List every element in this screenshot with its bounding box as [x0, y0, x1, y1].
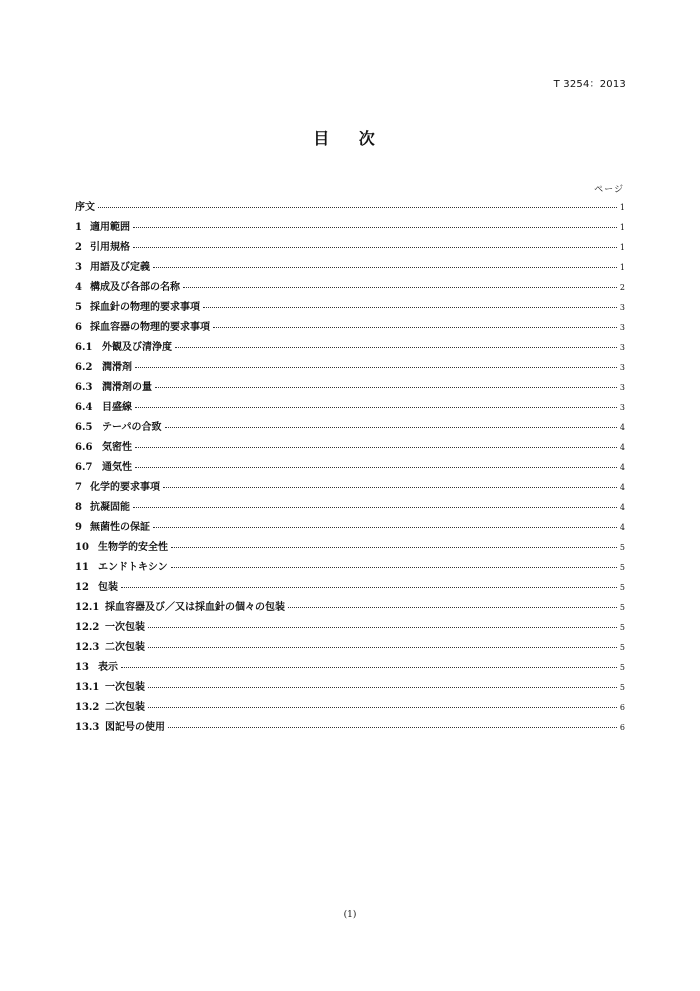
toc-entry-number: 12	[75, 582, 89, 593]
toc-entry[interactable]	[75, 358, 625, 378]
toc-entry-page: 3	[619, 363, 625, 372]
toc-entry-page: 2	[619, 283, 625, 292]
dot-leader	[121, 667, 617, 668]
toc-entry-page: 3	[619, 403, 625, 412]
toc-entry-label: 採血針の物理的要求事項	[90, 302, 200, 313]
dot-leader	[148, 647, 617, 648]
page-column-label: ページ	[594, 185, 624, 195]
toc-entry-page: 5	[619, 563, 625, 572]
toc-entry-number: 6	[75, 322, 82, 333]
toc-entry-label: 構成及び各部の名称	[90, 282, 180, 293]
toc-entry-label: 図記号の使用	[105, 722, 165, 733]
toc-entry-label: 引用規格	[90, 242, 130, 253]
toc-entry-number: 5	[75, 302, 82, 313]
toc-entry[interactable]	[75, 618, 625, 638]
toc-entry-number: 7	[75, 482, 82, 493]
dot-leader	[121, 587, 617, 588]
dot-leader	[148, 707, 617, 708]
toc-entry-label: 抗凝固能	[90, 502, 130, 513]
toc-entry-page: 5	[619, 583, 625, 592]
toc-entry-page: 5	[619, 683, 625, 692]
dot-leader	[153, 527, 617, 528]
toc-entry-label: 一次包装	[105, 622, 145, 633]
toc-entry-number: 6.4	[75, 402, 93, 413]
toc-entry-page: 5	[619, 603, 625, 612]
toc-entry-label: 潤滑剤	[102, 362, 132, 373]
page-title: 目 次	[313, 129, 387, 148]
toc-entry[interactable]	[75, 678, 625, 698]
toc-entry[interactable]	[75, 338, 625, 358]
dot-leader	[153, 267, 617, 268]
toc-entry-number: 6.3	[75, 382, 93, 393]
toc-entry-page: 4	[619, 463, 625, 472]
toc-entry-label: テーパの合致	[102, 422, 162, 433]
toc-entry[interactable]	[75, 638, 625, 658]
toc-entry[interactable]	[75, 658, 625, 678]
toc-entry-number: 12.3	[75, 642, 100, 653]
toc-entry-label: 無菌性の保証	[90, 522, 150, 533]
toc-entry-page: 1	[619, 203, 625, 212]
dot-leader	[135, 447, 617, 448]
dot-leader	[168, 727, 617, 728]
toc-entry-number: 4	[75, 282, 82, 293]
toc-entry-page: 5	[619, 663, 625, 672]
toc-entry-label: 潤滑剤の量	[102, 382, 152, 393]
toc-entry-number: 1	[75, 222, 82, 233]
toc-entry-label: エンドトキシン	[98, 562, 168, 573]
toc-entry-label: 目盛線	[102, 402, 132, 413]
toc-entry-label: 適用範囲	[90, 222, 130, 233]
toc-entry-page: 6	[619, 703, 625, 712]
toc-entry[interactable]	[75, 498, 625, 518]
toc-entry-label: 用語及び定義	[90, 262, 150, 273]
toc-entry-label: 気密性	[102, 442, 132, 453]
toc-entry-number: 10	[75, 542, 89, 553]
toc-entry-page: 4	[619, 423, 625, 432]
toc-entry[interactable]	[75, 238, 625, 258]
toc-entry-page: 5	[619, 643, 625, 652]
toc-entry-label: 生物学的安全性	[98, 542, 168, 553]
toc-entry[interactable]	[75, 398, 625, 418]
toc-entry-page: 1	[619, 243, 625, 252]
toc-entry[interactable]	[75, 258, 625, 278]
toc-entry-number: 2	[75, 242, 82, 253]
dot-leader	[163, 487, 617, 488]
toc-entry-number: 6.1	[75, 342, 93, 353]
toc-entry[interactable]	[75, 438, 625, 458]
dot-leader	[171, 567, 617, 568]
toc-entry[interactable]	[75, 318, 625, 338]
toc-entry[interactable]	[75, 218, 625, 238]
toc-entry-page: 4	[619, 443, 625, 452]
toc-entry-page: 3	[619, 343, 625, 352]
toc-entry-number: 11	[75, 562, 89, 573]
toc-entry-number: 13.2	[75, 702, 100, 713]
toc-entry-number: 6.6	[75, 442, 93, 453]
toc-entry-number: 13.3	[75, 722, 100, 733]
toc-entry-page: 3	[619, 303, 625, 312]
page-folio: (1)	[343, 910, 357, 920]
toc-entry-number: 6.5	[75, 422, 93, 433]
toc-entry-number: 12.1	[75, 602, 100, 613]
dot-leader	[148, 687, 617, 688]
toc-entry-number: 3	[75, 262, 82, 273]
dot-leader	[213, 327, 617, 328]
toc-entry-label: 化学的要求事項	[90, 482, 160, 493]
toc-entry[interactable]	[75, 578, 625, 598]
dot-leader	[155, 387, 617, 388]
toc-entry-page: 5	[619, 623, 625, 632]
toc-entry-number: 13.1	[75, 682, 100, 693]
toc-entry-label: 一次包装	[105, 682, 145, 693]
toc-entry-label: 表示	[98, 662, 118, 673]
toc-entry-number: 6.2	[75, 362, 93, 373]
toc-entry-page: 1	[619, 223, 625, 232]
toc-entry[interactable]	[75, 378, 625, 398]
toc-entry-page: 4	[619, 483, 625, 492]
dot-leader	[135, 467, 617, 468]
toc-entry-page: 4	[619, 523, 625, 532]
toc-entry[interactable]	[75, 198, 625, 218]
toc-entry[interactable]	[75, 698, 625, 718]
dot-leader	[135, 367, 617, 368]
dot-leader	[135, 407, 617, 408]
dot-leader	[133, 227, 617, 228]
toc-entry-label: 採血容器の物理的要求事項	[90, 322, 210, 333]
toc-entry-page: 3	[619, 323, 625, 332]
toc-entry[interactable]	[75, 298, 625, 318]
toc-entry[interactable]	[75, 518, 625, 538]
toc-entry-label: 採血容器及び／又は採血針の個々の包装	[105, 602, 285, 613]
dot-leader	[133, 247, 617, 248]
toc-entry[interactable]	[75, 558, 625, 578]
toc-entry-number: 13	[75, 662, 89, 673]
dot-leader	[98, 207, 617, 208]
toc-entry-label: 序文	[75, 202, 95, 213]
dot-leader	[133, 507, 617, 508]
toc-entry-page: 3	[619, 383, 625, 392]
toc-entry-page: 1	[619, 263, 625, 272]
toc-entry-number: 12.2	[75, 622, 100, 633]
toc-entry[interactable]	[75, 478, 625, 498]
dot-leader	[171, 547, 617, 548]
standard-number: T 3254：2013	[553, 79, 626, 90]
toc-entry-page: 4	[619, 503, 625, 512]
dot-leader	[183, 287, 617, 288]
toc-entry-label: 通気性	[102, 462, 132, 473]
toc-entry-page: 6	[619, 723, 625, 732]
toc-entry[interactable]	[75, 458, 625, 478]
dot-leader	[148, 627, 617, 628]
dot-leader	[203, 307, 617, 308]
toc-entry[interactable]	[75, 418, 625, 438]
toc-entry[interactable]	[75, 598, 625, 618]
toc-entry-number: 6.7	[75, 462, 93, 473]
toc-entry-page: 5	[619, 543, 625, 552]
toc-entry[interactable]	[75, 278, 625, 298]
toc-entry[interactable]	[75, 718, 625, 738]
toc-entry[interactable]	[75, 538, 625, 558]
toc-entry-label: 二次包装	[105, 702, 145, 713]
toc-entry-number: 9	[75, 522, 82, 533]
dot-leader	[165, 427, 618, 428]
toc-entry-label: 包装	[98, 582, 118, 593]
dot-leader	[288, 607, 617, 608]
toc-entry-label: 外観及び清浄度	[102, 342, 172, 353]
toc-entry-label: 二次包装	[105, 642, 145, 653]
dot-leader	[175, 347, 617, 348]
table-of-contents	[75, 198, 625, 738]
toc-entry-number: 8	[75, 502, 82, 513]
